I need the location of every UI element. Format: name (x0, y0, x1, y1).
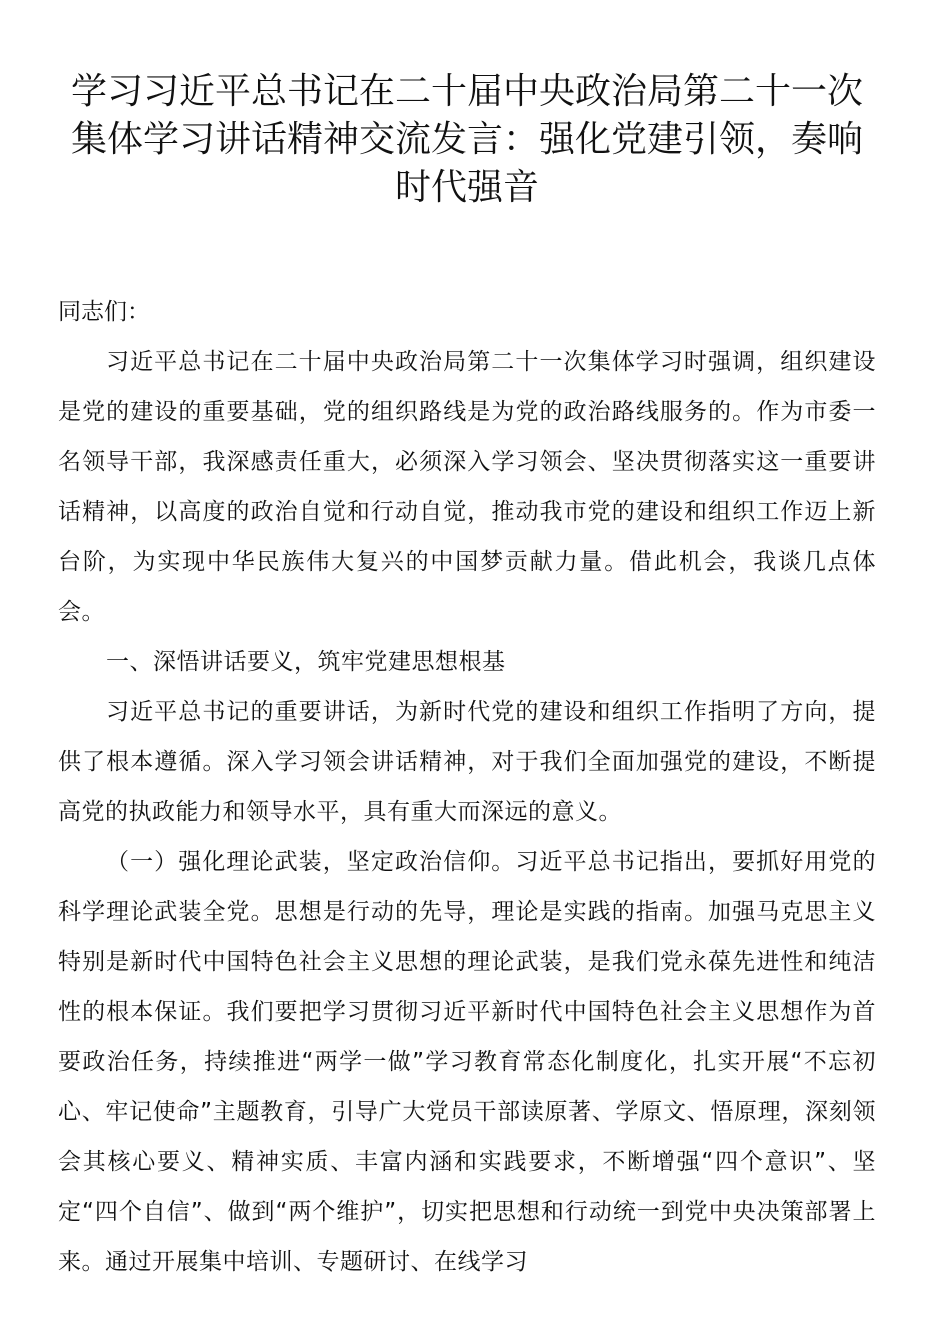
section-heading-1: 一、深悟讲话要义，筑牢党建思想根基 (106, 649, 506, 675)
paragraph-subsection-1: （一）强化理论武装，坚定政治信仰。习近平总书记指出，要抓好用党的科学理论武装全党。思想是行动的先导，理论是实践的指南。加强马克思主义特别是新时代中国特色社会主义思想的理论武装，是我们党永葆先进性和纯洁性的根本保证。我们要把学习贯彻习近平新时代中国特色社会主义思想作为首要政治任务，持续推进“两学一做”学习教育常态化制度化，扎实开展“不忘初心、牢记使命”主题教育，引导广大党员干部读原著、学原文、悟原理，深刻领会其核心要义、精神实质、丰富内涵和实践要求，不断增强“四个意识”、坚定“四个自信”、做到“两个维护”，切实把思想和行动统一到党中央决策部署上来。通过开展集中培训、专题研讨、在线学习 (58, 849, 876, 1275)
document-title: 学习习近平总书记在二十届中央政治局第二十一次集体学习讲话精神交流发言：强化党建引领，奏响时代强音 (70, 71, 863, 208)
salutation: 同志们： (58, 299, 150, 325)
paragraph-section-1: 习近平总书记的重要讲话，为新时代党的建设和组织工作指明了方向，提供了根本遵循。深入学习领会讲话精神，对于我们全面加强党的建设，不断提高党的执政能力和领导水平，具有重大而深远的意义。 (58, 699, 876, 825)
paragraph-intro: 习近平总书记在二十届中央政治局第二十一次集体学习时强调，组织建设是党的建设的重要基础，党的组织路线是为党的政治路线服务的。作为市委一名领导干部，我深感责任重大，必须深入学习领会、坚决贯彻落实这一重要讲话精神，以高度的政治自觉和行动自觉，推动我市党的建设和组织工作迈上新台阶，为实现中华民族伟大复兴的中国梦贡献力量。借此机会，我谈几点体会。 (58, 349, 876, 625)
